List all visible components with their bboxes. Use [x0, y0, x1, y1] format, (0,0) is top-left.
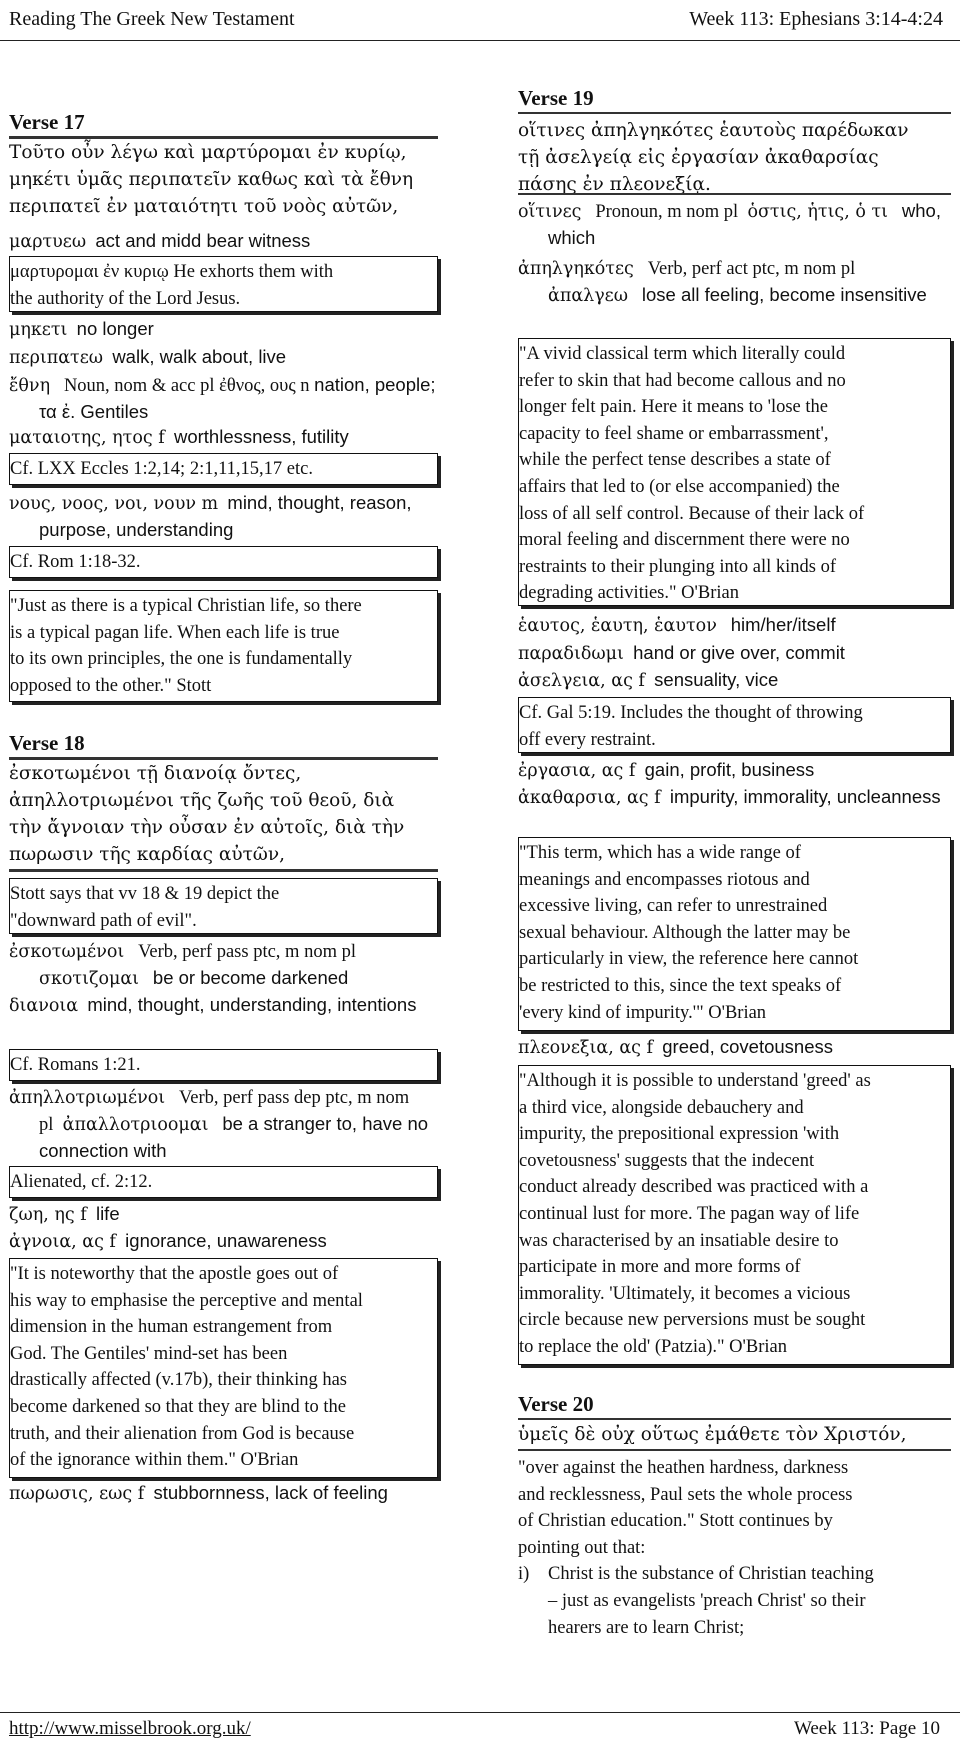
vocab-entry: περιπατεω walk, walk about, live	[9, 346, 287, 368]
quote-section: "over against the heathen hardness, darkness and recklessness, Paul sets the whole process of Christian education." Stott continues by pointing out that: i) Christ is the substance of Christian teaching – just as evangelists 'preach Christ' so their hearers are to learn Christ;	[518, 1455, 951, 1641]
vocab-entry: ματαιοτης, ητος f worthlessness, futility	[9, 426, 349, 448]
vocab-entry: ἐσκοτωμένοι Verb, perf pass ptc, m nom pl σκοτιζομαι be or become darkened	[9, 942, 356, 989]
week-label: Week 113: Ephesians 3:14-4:24	[689, 8, 943, 30]
quote-box: "This term, which has a wide range of meanings and encompasses riotous and excessive living, can refer to unrestrained sexual behaviour. Although the latter may be particularly in view, the reference here cannot be restricted to this, since the text speaks of 'every kind of impurity.'" O'Brian	[518, 837, 951, 1031]
note-box: Cf. Romans 1:21.	[9, 1049, 438, 1081]
verse-18-heading: Verse 18	[9, 731, 438, 760]
vocab-entry: μαρτυεω act and midd bear witness	[9, 230, 311, 252]
note-box: Alienated, cf. 2:12.	[9, 1166, 438, 1198]
vocab-entry: οἵτινες Pronoun, m nom pl ὁστις, ἡτις, ὁ τι who, which	[518, 200, 941, 248]
quote-box: "It is noteworthy that the apostle goes out of his way to emphasise the perceptive and mental dimension in the human estrangement from God. The Gentiles' mind-set has been drastically affected (v.17b), their thinking has become darkened so that they are blind to the truth, and their alienation from God is because of the ignorance within them." O'Brian	[9, 1258, 438, 1478]
site-link[interactable]: http://www.misselbrook.org.uk/	[9, 1718, 251, 1739]
vocab-entry: παραδιδωμι hand or give over, commit	[518, 642, 845, 664]
quote-box: "Just as there is a typical Christian life, so there is a typical pagan life. When each life is true to its own principles, the one is fundamentally opposed to the other." Stott	[9, 590, 438, 702]
vocab-entry: ἀσελγεια, ας f sensuality, vice	[518, 669, 779, 691]
page-number: Week 113: Page 10	[793, 1718, 940, 1739]
verse-19-heading: Verse 19	[518, 86, 951, 114]
divider	[518, 1449, 951, 1451]
vocab-entry: ἀπηλλοτριωμένοι Verb, perf pass dep ptc, m nom pl ἀπαλλοτριοομαι be a stranger to, have no connection with	[9, 1088, 429, 1161]
note-box: Cf. LXX Eccles 1:2,14; 2:1,11,15,17 etc.	[9, 453, 438, 485]
verse-17-greek: Τοῦτο οὖν λέγω καὶ μαρτύρομαι ἐν κυρίῳ, μηκέτι ὑμᾶς περιπατεῖν καθως καὶ τὰ ἔθνη περιπατεῖ ἐν ματαιότητι τοῦ νοὸς αὐτῶν,	[9, 142, 414, 217]
vocab-entry: πωρωσις, εως f stubbornness, lack of feeling	[9, 1482, 388, 1504]
verse-18-greek: ἐσκοτωμένοι τῇ διανοίᾳ ὄντες, ἀπηλλοτριωμένοι τῆς ζωῆς τοῦ θεοῦ, διὰ τὴν ἄγνοιαν τὴν οὖσαν ἐν αὐτοῖς, διὰ τὴν πωρωσιν τῆς καρδίας αὐτῶν,	[9, 763, 405, 865]
vocab-entry: πλεονεξια, ας f greed, covetousness	[518, 1036, 833, 1058]
page-footer	[0, 1712, 960, 1739]
note-box: Stott says that vv 18 & 19 depict the "downward path of evil".	[9, 878, 438, 934]
verse-19-greek: οἵτινες ἀπηλγηκότες ἑαυτοὺς παρέδωκαν τῇ ἀσελγείᾳ εἰς ἐργασίαν ἀκαθαρσίας πάσης ἐν πλεονεξίᾳ.	[518, 120, 909, 195]
vocab-entry: ἐργασια, ας f gain, profit, business	[518, 759, 815, 781]
quote-box: "Although it is possible to understand 'greed' as a third vice, alongside debauchery and impurity, the prepositional expression 'with covetousness' suggests that the indecent conduct already described was practiced with a continual lust for more. The pagan way of life was characterised by an insatiable desire to participate in more and more forms of immorality. 'Ultimately, it becomes a vicious circle because new perversions must be sought to replace the old' (Patzia)." O'Brian	[518, 1065, 951, 1365]
note-box: Cf. Rom 1:18-32.	[9, 546, 438, 578]
divider	[9, 869, 438, 872]
vocab-entry: νους, νοος, νοι, νουν m mind, thought, reason, purpose, understanding	[9, 492, 412, 540]
document-title: Reading The Greek New Testament	[9, 8, 295, 30]
vocab-entry: μηκετι no longer	[9, 318, 154, 340]
vocab-entry: ἑαυτος, ἑαυτη, ἑαυτον him/her/itself	[518, 614, 836, 636]
page-header	[0, 0, 960, 41]
verse-20-heading: Verse 20	[518, 1392, 951, 1420]
vocab-entry: ἔθνη Noun, nom & acc pl ἐθνος, ους n nation, people; τα ἐ. Gentiles	[9, 374, 436, 422]
vocab-entry: ζωη, ης f life	[9, 1203, 120, 1225]
vocab-entry: διανοια mind, thought, understanding, intentions	[9, 994, 417, 1016]
note-box: Cf. Gal 5:19. Includes the thought of throwing off every restraint.	[518, 697, 951, 753]
vocab-entry: ἀπηλγηκότες Verb, perf act ptc, m nom pl ἀπαλγεω lose all feeling, become insensitive	[518, 259, 927, 306]
quote-box: "A vivid classical term which literally could refer to skin that had become callous and no longer felt pain. Here it means to 'lose the capacity to feel shame or embarrassment', while the perfect tense describes a state of affairs that led to (or else accompanied) the loss of all self control. Because of their lack of moral feeling and discernment there were no restraints to their plunging into all kinds of degrading activities." O'Brian	[518, 338, 951, 606]
divider	[518, 193, 951, 195]
vocab-entry: ἀκαθαρσια, ας f impurity, immorality, uncleanness	[518, 786, 941, 808]
verse-17-heading: Verse 17	[9, 110, 438, 139]
list-item: i) Christ is the substance of Christian teaching – just as evangelists 'preach Christ' so their hearers are to learn Christ;	[518, 1564, 874, 1638]
verse-20-greek: ὑμεῖς δὲ οὐχ οὕτως ἐμάθετε τὸν Χριστόν,	[518, 1424, 907, 1445]
vocab-entry: ἀγνοια, ας f ignorance, unawareness	[9, 1230, 327, 1252]
note-box: μαρτυρομαι ἐν κυριῳ He exhorts them with the authority of the Lord Jesus.	[9, 256, 438, 312]
